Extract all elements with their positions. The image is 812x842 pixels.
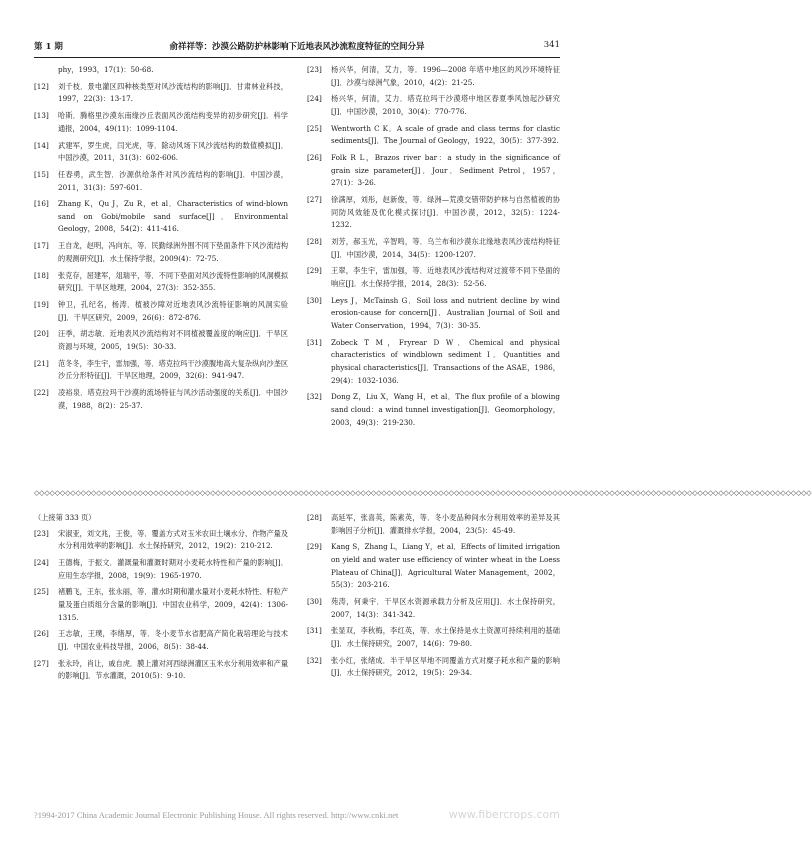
reference-text: 张显双，李秋梅，李红英，等．水土保持是水土资源可持续利用的基础[J]．水土保持研究，2007，14(6)：79-80. bbox=[331, 626, 560, 648]
reference-number: [16] bbox=[34, 199, 49, 209]
reference-number: [12] bbox=[34, 81, 49, 91]
reference-item bbox=[34, 81, 288, 106]
reference-number: [18] bbox=[34, 270, 49, 280]
reference-item bbox=[34, 358, 288, 383]
reference-number: [28] bbox=[307, 513, 322, 522]
reference-text: Leys J，McTainsh G．Soil loss and nutrient decline by wind erosion-cause for concern[J]．Australian Journal of Soil and Water Conservation，1994，7(3)：30-35. bbox=[331, 295, 560, 330]
reference-number: [30] bbox=[307, 295, 322, 305]
reference-text: 王翠，李生宇，雷加强，等．近地表风沙流结构对过渡带不同下垫面的响应[J]．水土保持学报，2014，28(3)：52-56. bbox=[331, 266, 560, 289]
reference-text: 褚鹏飞，王东，张永丽，等．灌水时期和灌水量对小麦耗水特性、籽粒产量及蛋白质组分含量的影响[J]．中国农业科学，2009，42(4)：1306-1315. bbox=[58, 587, 289, 622]
reference-item bbox=[307, 265, 560, 290]
reference-text: 凌裕泉．塔克拉玛干沙漠的流场特征与风沙活动强度的关系[J]．中国沙漠，1988，8(2)：25-37. bbox=[58, 388, 288, 410]
reference-list-bottom-right bbox=[307, 512, 560, 684]
reference-number: [29] bbox=[307, 266, 322, 276]
header-rule bbox=[34, 57, 560, 58]
reference-text: 张克存，屈建军，俎瑞平，等．不同下垫面对风沙流特性影响的风洞模拟研究[J]．干旱区地理，2004，27(3)：352-355. bbox=[58, 270, 289, 293]
reference-number: [32] bbox=[307, 392, 322, 402]
reference-list-bottom-left bbox=[34, 512, 288, 687]
reference-text: 钟卫，孔纪名，杨涛．植被沙障对近地表风沙流特征影响的风洞实验[J]．干旱区研究，2009，26(6)：872-876. bbox=[58, 300, 288, 322]
reference-item bbox=[34, 270, 288, 295]
reference-number: [15] bbox=[34, 169, 49, 179]
reference-number: [25] bbox=[307, 123, 322, 133]
reference-number: [26] bbox=[34, 629, 49, 639]
reference-number: [22] bbox=[34, 388, 49, 398]
reference-number: [24] bbox=[34, 557, 49, 567]
reference-text: 高延军，张喜英，陈素英，等．冬小麦品种间水分利用效率的差异及其影响因子分析[J]．灌溉排水学报，2004，23(5)：45-49. bbox=[331, 513, 560, 535]
reference-item bbox=[307, 236, 560, 261]
reference-text: Folk R L，Brazos river bar：a study in the significance of grain size parameter[J]．Jour．Sediment Petrol，1957，27(1)：3-26. bbox=[331, 153, 560, 188]
reference-item bbox=[34, 198, 288, 236]
reference-text: 宋淑亚，刘文兆，王俊，等．覆盖方式对玉米农田土壤水分、作物产量及水分利用效率的影响[J]．水土保持研究，2012，19(2)：210-212. bbox=[58, 528, 289, 551]
reference-number: [31] bbox=[307, 626, 322, 636]
reference-number: [17] bbox=[34, 241, 49, 251]
watermark: www.fibercrops.com bbox=[448, 808, 560, 821]
reference-text: 王自龙，赵明，冯向东，等．民勤绿洲外围不同下垫面条件下风沙流结构的观测研究[J]．水土保持学报，2009(4)：72-75. bbox=[58, 241, 289, 263]
reference-item bbox=[34, 140, 288, 165]
reference-list-top-left bbox=[34, 64, 288, 417]
continued-note: （上接第 333 页） bbox=[34, 513, 96, 522]
reference-item bbox=[307, 655, 560, 680]
reference-number: [28] bbox=[307, 237, 322, 247]
reference-number: [27] bbox=[307, 195, 322, 205]
reference-item bbox=[34, 299, 288, 324]
reference-number: [32] bbox=[307, 655, 322, 665]
reference-number: [14] bbox=[34, 140, 49, 150]
section-separator: ◇◇◇◇◇◇◇◇◇◇◇◇◇◇◇◇◇◇◇◇◇◇◇◇◇◇◇◇◇◇◇◇◇◇◇◇◇◇◇◇◇◇◇◇◇◇◇◇◇◇◇◇◇◇◇◇◇◇◇◇◇◇◇◇◇◇◇◇◇◇◇◇◇◇◇◇◇◇◇◇◇◇◇◇◇◇◇◇◇◇◇◇◇◇◇◇◇◇◇◇◇◇◇◇◇◇◇◇◇◇◇◇◇◇◇◇◇◇◇◇◇◇◇◇◇◇◇◇◇◇◇◇◇◇◇◇◇◇◇◇◇◇◇◇◇◇◇◇◇◇ bbox=[34, 489, 812, 497]
reference-number: [19] bbox=[34, 300, 49, 309]
reference-item bbox=[307, 391, 560, 429]
reference-list-top-right bbox=[307, 64, 560, 433]
reference-item bbox=[34, 240, 288, 265]
reference-number: [31] bbox=[307, 337, 322, 347]
reference-item bbox=[307, 194, 560, 232]
running-title: 俞祥祥等：沙漠公路防护林影响下近地表风沙流粒度特征的空间分异 bbox=[169, 42, 425, 52]
running-header bbox=[34, 40, 560, 54]
reference-text: 范冬冬，李生宇，雷加强，等．塔克拉玛干沙漠腹地高大复杂纵向沙垄区沙丘分形特征[J]．干旱区地理，2009，32(6)：941-947. bbox=[58, 358, 289, 381]
reference-item bbox=[307, 512, 560, 537]
reference-text: 刘千枝．景电灌区四种核类型对风沙流结构的影响[J]．甘肃林业科技，1997，22(3)：13-17. bbox=[58, 81, 288, 104]
reference-text: 徐满厚，刘彤，赵新俊，等．绿洲—荒漠交错带防护林与自然植被的协同防风效能及优化模式探讨[J]．中国沙漠，2012，32(5)：1224-1232. bbox=[331, 195, 560, 230]
reference-item bbox=[34, 169, 288, 194]
reference-text: 武建军，罗生虎，闫光虎，等．除动风场下风沙流结构的数值模拟[J]．中国沙漠，2011，31(3)：602-606. bbox=[58, 140, 288, 163]
reference-text: 汪季，胡志敏．近地表风沙流结构对不同植被覆盖度的响应[J]．干旱区资源与环境，2005，19(5)：30-33. bbox=[58, 329, 288, 351]
reference-text: 王志敏，王璞，李绪厚，等．冬小麦节水省肥高产简化栽培理论与技术[J]．中国农业科技导报，2006，8(5)：38-44. bbox=[58, 629, 288, 651]
reference-item bbox=[307, 64, 560, 89]
reference-text: Kang S，Zhang L，Liang Y，et al．Effects of limited irrigation on yield and water use efficiency of winter wheat in the Loess Plateau of China[J]．Agricultural Water Management，2002，55(3)：203-216. bbox=[331, 542, 560, 590]
reference-text: 哈斯．腾格里沙漠东南缘沙丘表面风沙流结构变异的初步研究[J]．科学通报，2004，49(11)：1099-1104. bbox=[58, 111, 288, 133]
reference-number: [27] bbox=[34, 658, 49, 668]
reference-item bbox=[34, 110, 288, 135]
reference-number: [23] bbox=[34, 528, 49, 538]
reference-number: [30] bbox=[307, 596, 322, 606]
reference-number: [29] bbox=[307, 542, 322, 552]
reference-text: Dong Z，Liu X，Wang H，et al．The flux profile of a blowing sand cloud：a wind tunnel investigation[J]．Geomorphology，2003，49(3)：219-230. bbox=[331, 392, 560, 427]
reference-item bbox=[34, 628, 288, 653]
reference-continuation: phy，1993，17(1)：50-68. bbox=[58, 65, 154, 74]
reference-item bbox=[307, 152, 560, 190]
issue-number: 第 1 期 bbox=[34, 42, 63, 52]
page-number: 341 bbox=[543, 40, 560, 50]
copyright-notice: ?1994-2017 China Academic Journal Electronic Publishing House. All rights reserved. http://www.cnki.net bbox=[34, 810, 399, 820]
reference-text: 王德梅，于振文．灌溉量和灌溉时期对小麦耗水特性和产量的影响[J]．应用生态学报，2008，19(9)：1965-1970. bbox=[58, 557, 288, 580]
reference-item bbox=[34, 387, 288, 412]
reference-item bbox=[307, 295, 560, 333]
reference-item bbox=[307, 625, 560, 650]
reference-item bbox=[34, 658, 288, 683]
reference-item bbox=[307, 596, 560, 621]
reference-number: [26] bbox=[307, 153, 322, 163]
reference-item bbox=[307, 93, 560, 118]
reference-text: Wentworth C K．A scale of grade and class terms for clastic sediments[J]．The Journal of Geology，1922，30(5)：377-392. bbox=[331, 123, 560, 146]
reference-number: [24] bbox=[307, 94, 322, 104]
reference-number: [13] bbox=[34, 111, 49, 121]
reference-number: [21] bbox=[34, 358, 49, 368]
reference-number: [25] bbox=[34, 587, 49, 597]
reference-number: [20] bbox=[34, 329, 49, 339]
reference-item bbox=[34, 328, 288, 353]
reference-text: Zobeck T M，Fryrear D W．Chemical and physical characteristics of windblown sediment I．Quantities and physical characteristics[J]．Transactions of the ASAE，1986，29(4)：1032-1036. bbox=[331, 337, 560, 385]
reference-item bbox=[307, 541, 560, 591]
reference-text: 张小红，张绪成．半干旱区旱地不同覆盖方式对糜子耗水和产量的影响[J]．水土保持研究，2012，19(5)：29-34. bbox=[331, 655, 560, 678]
reference-item bbox=[34, 586, 288, 624]
reference-item bbox=[34, 528, 288, 553]
reference-number: [23] bbox=[307, 65, 322, 74]
reference-text: 刘芳，郝玉光，辛智鸣，等．乌兰布和沙漠东北缘地表风沙流结构特征[J]．中国沙漠，2014，34(5)：1200-1207. bbox=[331, 237, 560, 259]
reference-item bbox=[307, 337, 560, 387]
reference-item bbox=[307, 123, 560, 148]
reference-text: 苑涛，何秉宇．干旱区水资源承载力分析及应用[J]．水土保持研究，2007，14(3)：341-342. bbox=[331, 596, 560, 619]
footer bbox=[34, 810, 560, 820]
reference-text: 杨兴华，何清，艾力．塔克拉玛干沙漠塔中地区春夏季风蚀起沙研究[J]．中国沙漠，2010，30(4)：770-776. bbox=[331, 94, 560, 116]
reference-text: 张永玲，肖让，戚自虎．膜上灌对河西绿洲灌区玉米水分利用效率和产量的影响[J]．节水灌溉，2010(5)：9-10. bbox=[58, 658, 289, 681]
reference-text: 任春勇，武生智．沙源供给条件对风沙流结构的影响[J]．中国沙漠，2011，31(3)：597-601. bbox=[58, 169, 288, 192]
reference-item bbox=[34, 557, 288, 582]
reference-text: 杨兴华，何清，艾力，等．1996—2008 年塔中地区的风沙环境特征[J]．沙漠与绿洲气象，2010，4(2)：21-25. bbox=[331, 65, 560, 87]
reference-text: Zhang K，Qu J，Zu R，et al．Characteristics of wind-blown sand on Gobi/mobile sand surface[J]．Environmental Geology，2008，54(2)：411-416. bbox=[58, 199, 288, 234]
